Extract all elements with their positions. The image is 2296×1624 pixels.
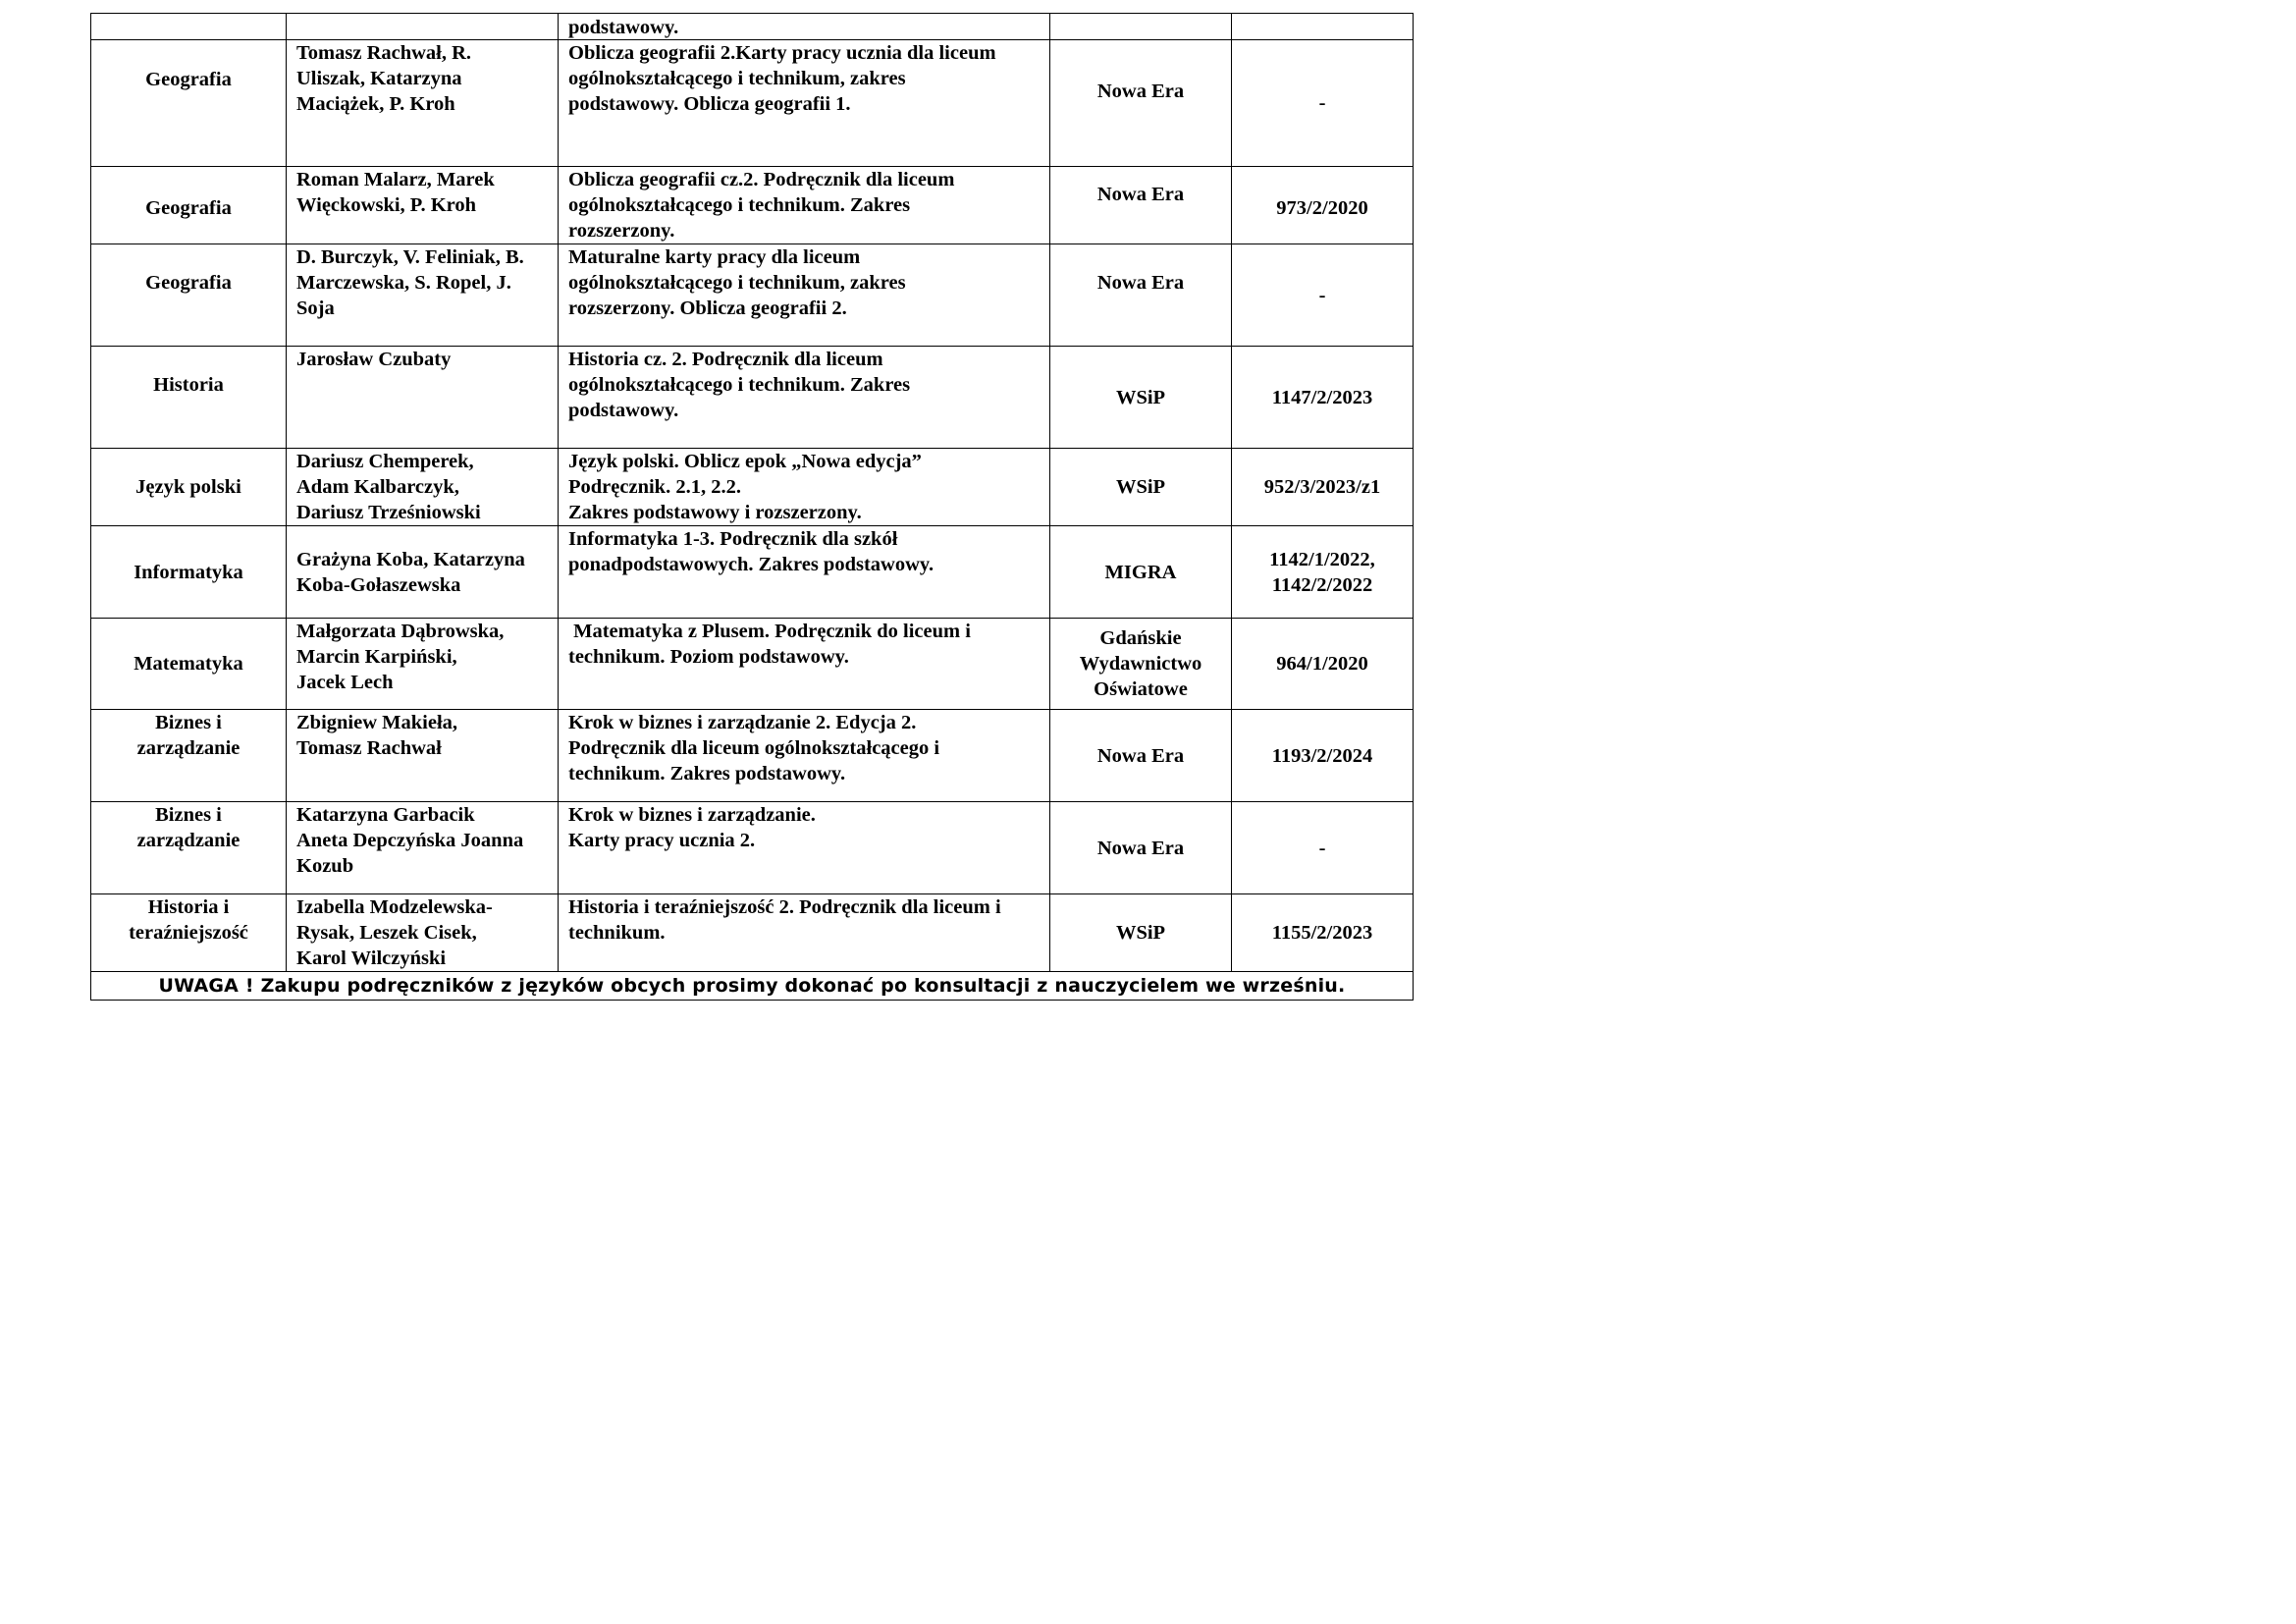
approval-number-cell: 973/2/2020 (1232, 167, 1414, 244)
publisher-cell: Nowa Era (1050, 710, 1232, 802)
notice-text: UWAGA ! Zakupu podręczników z języków obcych prosimy dokonać po konsultacji z nauczycielem we wrześniu. (91, 972, 1414, 1001)
subject-cell: Historia (91, 347, 287, 449)
approval-number-cell: 1142/1/2022, 1142/2/2022 (1232, 526, 1414, 619)
publisher-cell: WSiP (1050, 449, 1232, 526)
table-row (91, 347, 1414, 449)
table-row (91, 244, 1414, 347)
subject-cell: Historia i teraźniejszość (91, 894, 287, 972)
publisher-cell: Nowa Era (1050, 40, 1232, 167)
approval-number-cell (1232, 14, 1414, 40)
subject-cell: Informatyka (91, 526, 287, 619)
publisher-cell: Nowa Era (1050, 167, 1232, 244)
title-cell: Język polski. Oblicz epok „Nowa edycja” Podręcznik. 2.1, 2.2. Zakres podstawowy i rozszerzony. (559, 449, 1050, 526)
table-row (91, 449, 1414, 526)
subject-cell: Geografia (91, 244, 287, 347)
authors-cell: Katarzyna Garbacik Aneta Depczyńska Joanna Kozub (287, 802, 559, 894)
authors-cell: Tomasz Rachwał, R. Uliszak, Katarzyna Maciążek, P. Kroh (287, 40, 559, 167)
table-row (91, 14, 1414, 40)
subject-cell: Geografia (91, 40, 287, 167)
approval-number-cell: - (1232, 40, 1414, 167)
title-cell: Oblicza geografii 2.Karty pracy ucznia dla liceum ogólnokształcącego i technikum, zakres podstawowy. Oblicza geografii 1. (559, 40, 1050, 167)
authors-cell: Małgorzata Dąbrowska, Marcin Karpiński, Jacek Lech (287, 619, 559, 710)
title-cell: Maturalne karty pracy dla liceum ogólnokształcącego i technikum, zakres rozszerzony. Oblicza geografii 2. (559, 244, 1050, 347)
table-row (91, 619, 1414, 710)
table-row (91, 526, 1414, 619)
table-row (91, 894, 1414, 972)
title-cell: Matematyka z Plusem. Podręcznik do liceum i technikum. Poziom podstawowy. (559, 619, 1050, 710)
table-row (91, 167, 1414, 244)
table-row (91, 710, 1414, 802)
table-row (91, 40, 1414, 167)
title-cell: Oblicza geografii cz.2. Podręcznik dla liceum ogólnokształcącego i technikum. Zakres rozszerzony. (559, 167, 1050, 244)
approval-number-cell: - (1232, 244, 1414, 347)
approval-number-cell: 1155/2/2023 (1232, 894, 1414, 972)
approval-number-cell: 964/1/2020 (1232, 619, 1414, 710)
title-cell: podstawowy. (559, 14, 1050, 40)
approval-number-cell: 952/3/2023/z1 (1232, 449, 1414, 526)
table-body (91, 14, 1414, 1001)
subject-cell: Matematyka (91, 619, 287, 710)
textbook-list-table (90, 13, 1414, 1001)
publisher-cell: Nowa Era (1050, 802, 1232, 894)
authors-cell: Roman Malarz, Marek Więckowski, P. Kroh (287, 167, 559, 244)
authors-cell: Jarosław Czubaty (287, 347, 559, 449)
subject-cell (91, 14, 287, 40)
publisher-cell: Gdańskie Wydawnictwo Oświatowe (1050, 619, 1232, 710)
publisher-cell: WSiP (1050, 894, 1232, 972)
authors-cell (287, 14, 559, 40)
notice-row (91, 972, 1414, 1001)
publisher-cell: MIGRA (1050, 526, 1232, 619)
title-cell: Krok w biznes i zarządzanie. Karty pracy ucznia 2. (559, 802, 1050, 894)
approval-number-cell: 1147/2/2023 (1232, 347, 1414, 449)
authors-cell: Zbigniew Makieła, Tomasz Rachwał (287, 710, 559, 802)
title-cell: Informatyka 1-3. Podręcznik dla szkół ponadpodstawowych. Zakres podstawowy. (559, 526, 1050, 619)
authors-cell: D. Burczyk, V. Feliniak, B. Marczewska, S. Ropel, J. Soja (287, 244, 559, 347)
authors-cell: Grażyna Koba, Katarzyna Koba-Gołaszewska (287, 526, 559, 619)
title-cell: Krok w biznes i zarządzanie 2. Edycja 2. Podręcznik dla liceum ogólnokształcącego i technikum. Zakres podstawowy. (559, 710, 1050, 802)
title-cell: Historia i teraźniejszość 2. Podręcznik dla liceum i technikum. (559, 894, 1050, 972)
approval-number-cell: - (1232, 802, 1414, 894)
title-cell: Historia cz. 2. Podręcznik dla liceum ogólnokształcącego i technikum. Zakres podstawowy. (559, 347, 1050, 449)
publisher-cell: Nowa Era (1050, 244, 1232, 347)
subject-cell: Biznes i zarządzanie (91, 802, 287, 894)
subject-cell: Język polski (91, 449, 287, 526)
table-row (91, 802, 1414, 894)
publisher-cell: WSiP (1050, 347, 1232, 449)
publisher-cell (1050, 14, 1232, 40)
approval-number-cell: 1193/2/2024 (1232, 710, 1414, 802)
authors-cell: Izabella Modzelewska- Rysak, Leszek Cisek, Karol Wilczyński (287, 894, 559, 972)
subject-cell: Biznes i zarządzanie (91, 710, 287, 802)
subject-cell: Geografia (91, 167, 287, 244)
authors-cell: Dariusz Chemperek, Adam Kalbarczyk, Dariusz Trześniowski (287, 449, 559, 526)
